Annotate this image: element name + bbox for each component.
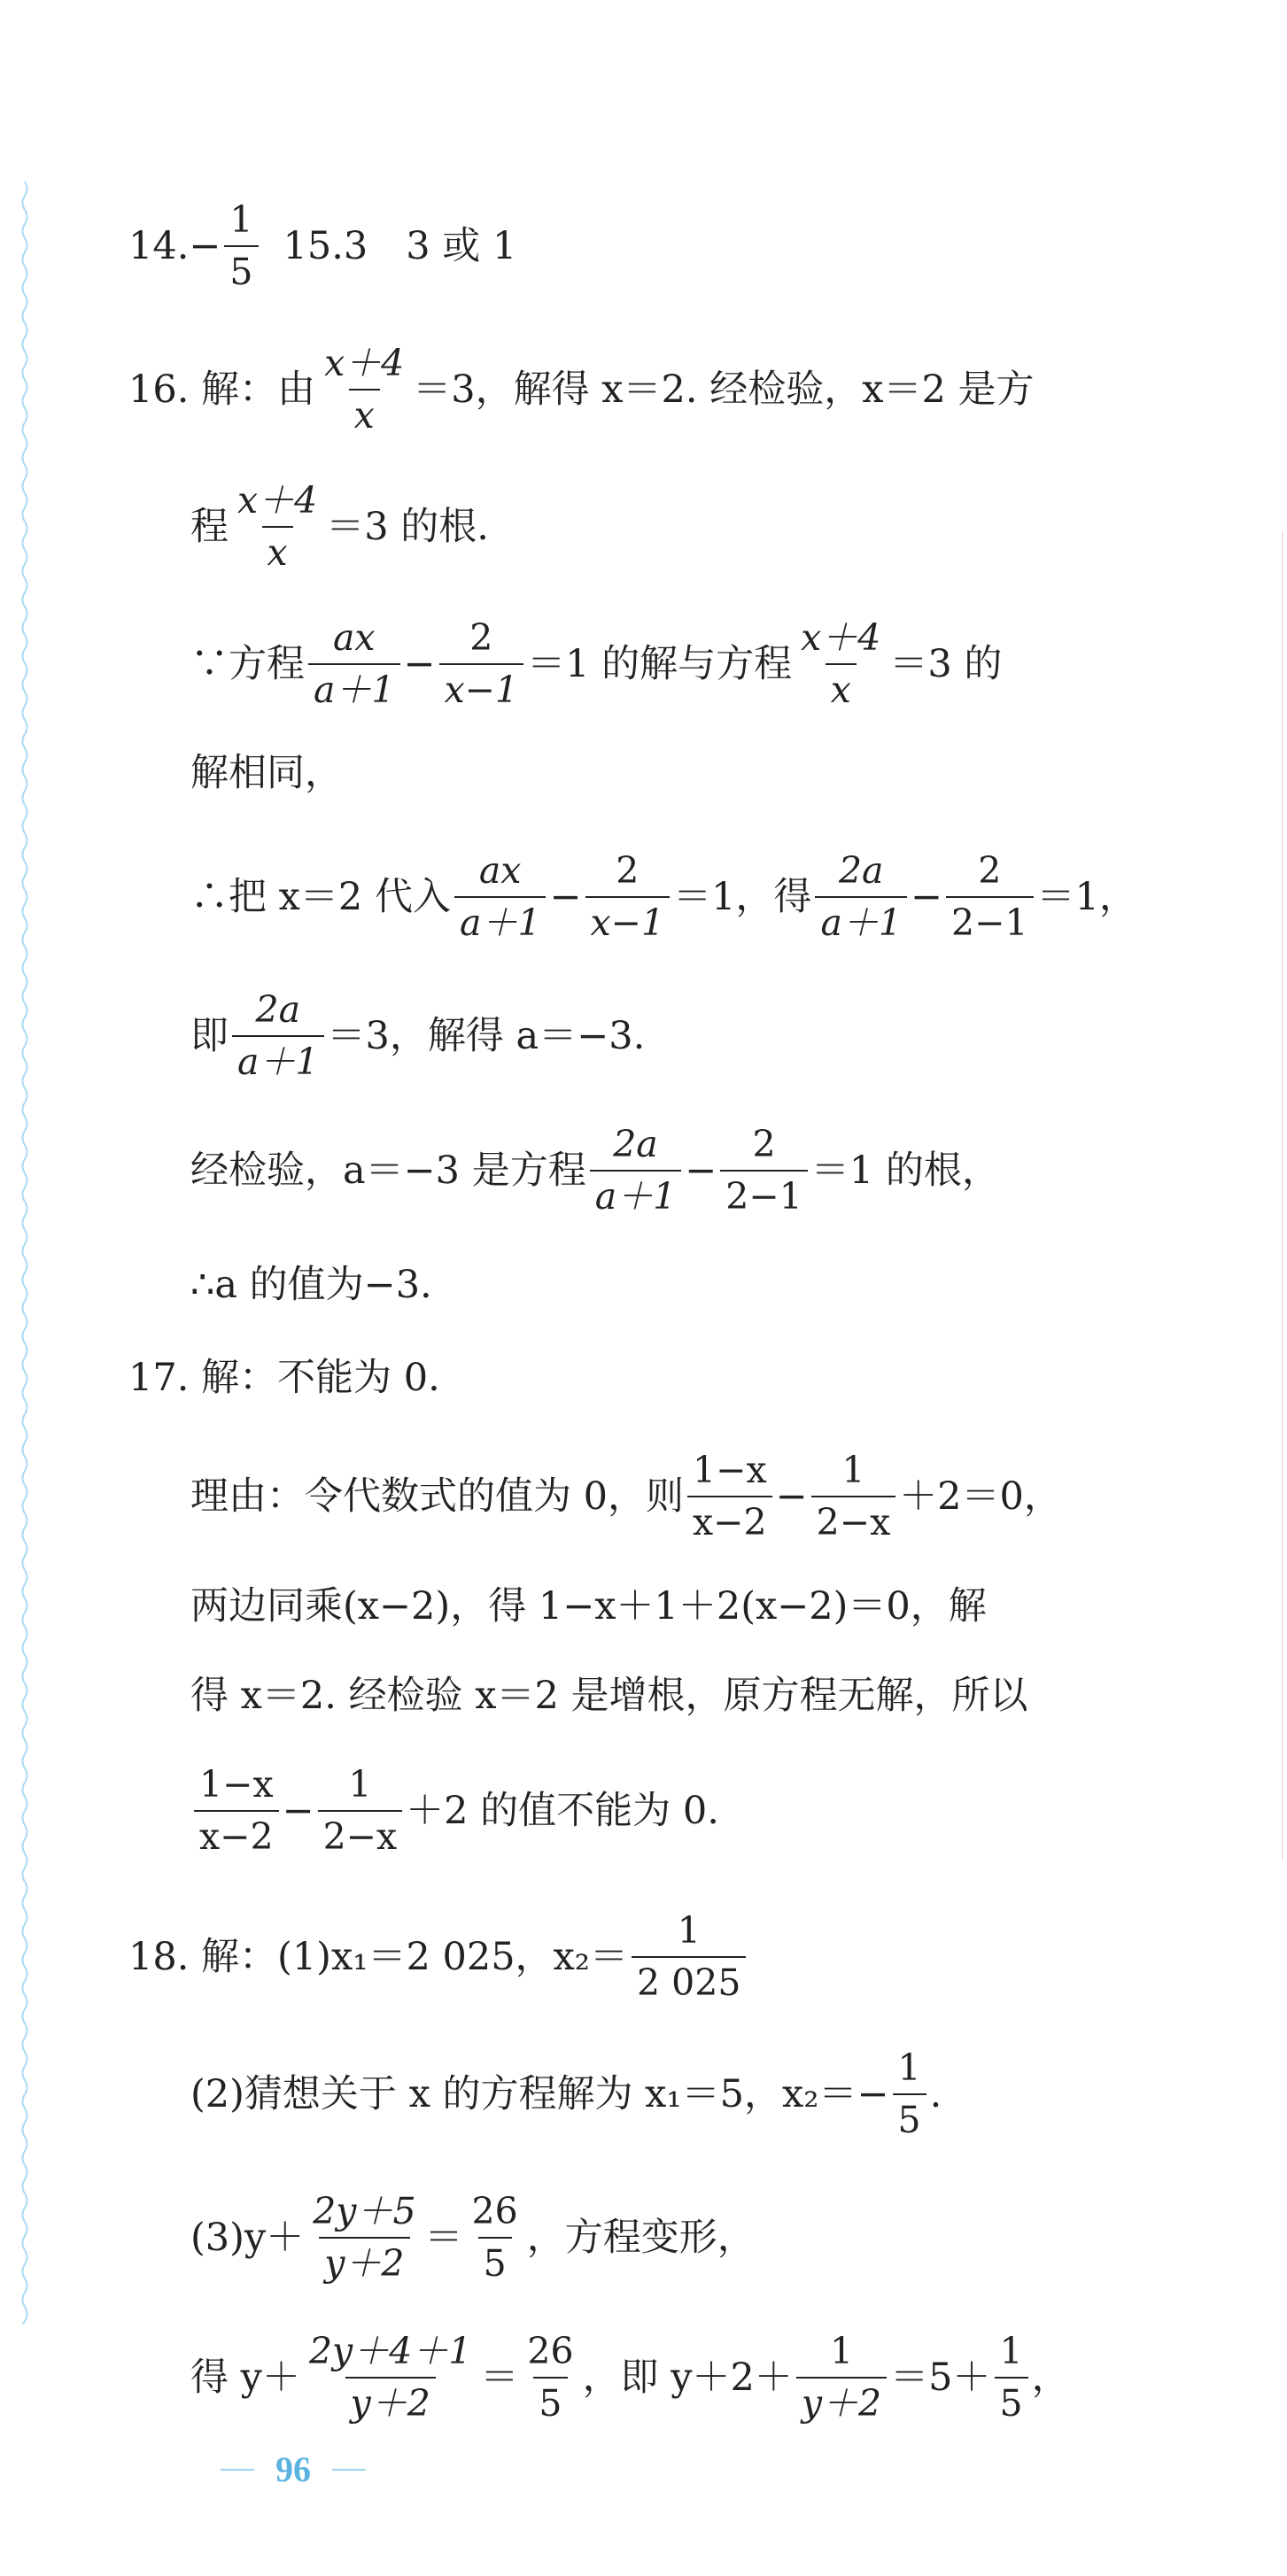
q16-line-4 [190,751,343,795]
minus-sign: − [775,1474,808,1519]
text: ，即 y＋2＋ [582,2355,793,2400]
text: 经检验，a＝−3 是方程 [190,1148,586,1193]
text: ∴a 的值为−3. [190,1263,432,1307]
fraction: $\frac{2y+5}{y+2}$ [313,2190,416,2285]
fraction: $\frac{2}{2-1}$ [720,1126,808,1215]
q16-line-2 [190,479,489,574]
text: 解相同， [190,751,343,795]
q17-line-1 [128,1356,440,1400]
q18-line-3 [190,2190,756,2285]
text: ＝3 的 [889,641,1003,686]
fraction: $\frac{2y+4+1}{y+2}$ [308,2330,472,2425]
q17-line-5 [190,1763,719,1858]
minus-sign: − [403,641,436,686]
fraction: $\frac{1}{2-x}$ [318,1767,403,1855]
fraction: $\frac{2a}{a+1}$ [590,1126,682,1215]
fraction: $\frac{1}{2 025}$ [632,1913,746,2001]
page-number-dash-left [221,2469,254,2471]
text: ＝3 的根. [326,504,489,549]
equals-sign: ＝ [424,2215,463,2260]
text: ， [1031,2355,1070,2400]
equals-sign: ＝ [480,2355,519,2400]
text: 17. 解：不能为 0. [128,1356,440,1400]
margin-wavy-line [19,182,30,2325]
fraction: $\frac{1}{5}$ [893,2050,926,2139]
text: (2)猜想关于 x 的方程解为 x₁＝5，x₂＝− [190,2071,889,2116]
text: 18. 解：(1)x₁＝2 025，x₂＝ [128,1934,629,1979]
text: 得 x＝2. 经检验 x＝2 是增根，原方程无解，所以 [190,1674,1028,1718]
fraction: $\frac{26}{5}$ [527,2330,574,2425]
question-number: 14. [128,223,190,268]
text: ＝1 的根， [810,1148,1000,1193]
page-number-text: 96 [275,2449,311,2489]
text: . [929,2071,942,2116]
answer-14-15 [128,198,517,293]
q17-line-4 [190,1674,1028,1718]
text: ＝3，解得 x＝2. 经检验，x＝2 是方 [413,367,1035,412]
fraction: $\frac{2}{x-1}$ [585,853,671,941]
q16-line-5 [190,849,1137,944]
fraction: $\frac{ax}{a+1}$ [308,620,400,708]
fraction: $\frac{1}{5}$ [995,2333,1028,2422]
text: 程 [190,504,229,549]
q16-line-3 [190,616,1003,711]
text: ＝1 的解与方程 [527,641,793,686]
fraction: $\frac{1}{y+2}$ [796,2333,887,2422]
answer-text: 15.3 3 或 1 [283,223,517,268]
text: 理由：令代数式的值为 0，则 [190,1474,685,1519]
fraction: $\frac{26}{5}$ [471,2190,518,2285]
text: (3)y＋ [190,2215,305,2260]
q18-line-4 [190,2330,1070,2425]
q16-line-8 [190,1263,432,1307]
text: ＋2 的值不能为 0. [406,1788,719,1833]
text: 即 [190,1013,229,1058]
text: ，方程变形， [526,2215,756,2260]
text: ∴把 x＝2 代入 [190,874,451,919]
text: ＝5＋ [890,2355,991,2400]
page-number-dash-right [332,2469,366,2471]
minus-sign: − [910,874,942,919]
q17-line-2 [190,1449,1062,1543]
fraction: $\frac{1-x}{x-2}$ [687,1452,772,1541]
fraction: $\frac{2}{x-1}$ [439,620,524,708]
q17-line-3 [190,1584,987,1628]
fraction: $\frac{1-x}{x-2}$ [194,1767,279,1855]
fraction: $\frac{2}{2-1}$ [946,853,1034,941]
scan-edge-line [1282,531,1283,1860]
text: 16. 解：由 [128,367,316,412]
page-number [199,2448,387,2490]
q16-line-7 [190,1123,1000,1218]
q18-line-1 [128,1909,749,2004]
q18-line-2 [190,2046,942,2141]
minus-sign: − [282,1788,314,1833]
minus-sign: − [685,1148,717,1193]
fraction: $\frac{2a}{a+1}$ [232,992,324,1080]
fraction: $\frac{1}{2-x}$ [811,1452,896,1541]
text: ＋2＝0， [899,1474,1062,1519]
text: 两边同乘(x−2)，得 1−x＋1＋2(x−2)＝0，解 [190,1584,987,1628]
text: 得 y＋ [190,2355,300,2400]
text: ＝1，得 [673,874,812,919]
fraction: $\frac{1}{5}$ [224,202,258,290]
minus-sign: − [549,874,582,919]
q16-line-1 [128,342,1035,437]
fraction: $\frac{2a}{a+1}$ [815,853,907,941]
minus-sign: − [189,223,221,268]
q16-line-6 [190,988,646,1083]
fraction: $\frac{ax}{a+1}$ [454,853,547,941]
text: ∵方程 [190,641,305,686]
text: ＝3，解得 a＝−3. [327,1013,646,1058]
fraction: $\frac{x+4}{x}$ [237,479,318,574]
fraction: $\frac{x+4}{x}$ [801,616,881,711]
text: ＝1， [1036,874,1137,919]
fraction: $\frac{x+4}{x}$ [324,342,405,437]
